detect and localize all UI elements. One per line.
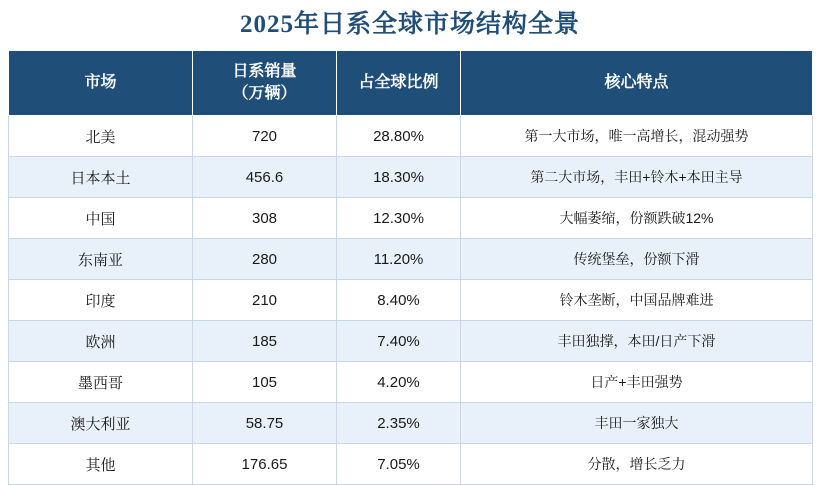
cell-share: 4.20% (337, 362, 461, 403)
cell-feature: 铃木垄断，中国品牌难进 (461, 280, 813, 321)
cell-volume: 280 (193, 239, 337, 280)
cell-share: 28.80% (337, 116, 461, 157)
column-header-market-main: 市场 (84, 74, 117, 91)
cell-feature: 第二大市场，丰田+铃木+本田主导 (461, 157, 813, 198)
cell-share: 7.40% (337, 321, 461, 362)
cell-market: 澳大利亚 (9, 403, 193, 444)
cell-market: 印度 (9, 280, 193, 321)
cell-feature: 第一大市场，唯一高增长，混动强势 (461, 116, 813, 157)
page-title: 2025年日系全球市场结构全景 (239, 11, 580, 38)
cell-market: 欧洲 (9, 321, 193, 362)
column-header-market (9, 51, 193, 116)
table-header (9, 51, 813, 116)
column-header-feature (461, 51, 813, 116)
cell-volume: 58.75 (193, 403, 337, 444)
cell-share: 11.20% (337, 239, 461, 280)
cell-share: 12.30% (337, 198, 461, 239)
column-header-volume-unit: （万辆） (232, 85, 297, 102)
cell-market: 日本本土 (9, 157, 193, 198)
table-row (9, 157, 813, 198)
cell-volume: 210 (193, 280, 337, 321)
cell-volume: 308 (193, 198, 337, 239)
cell-volume: 456.6 (193, 157, 337, 198)
cell-volume: 105 (193, 362, 337, 403)
table-row (9, 444, 813, 485)
cell-volume: 176.65 (193, 444, 337, 485)
table-row (9, 403, 813, 444)
cell-market: 东南亚 (9, 239, 193, 280)
column-header-volume-main: 日系销量 (232, 63, 297, 80)
table-row (9, 321, 813, 362)
cell-feature: 传统堡垒，份额下滑 (461, 239, 813, 280)
table-body (9, 116, 813, 485)
cell-market: 墨西哥 (9, 362, 193, 403)
table-row (9, 198, 813, 239)
cell-volume: 720 (193, 116, 337, 157)
cell-share: 7.05% (337, 444, 461, 485)
column-header-feature-main: 核心特点 (604, 74, 669, 91)
table-row (9, 280, 813, 321)
column-header-share (337, 51, 461, 116)
cell-share: 2.35% (337, 403, 461, 444)
cell-feature: 分散，增长乏力 (461, 444, 813, 485)
column-header-volume (193, 51, 337, 116)
table-header-row (9, 51, 813, 116)
cell-market: 中国 (9, 198, 193, 239)
cell-feature: 丰田独撑，本田/日产下滑 (461, 321, 813, 362)
market-structure-table (8, 50, 813, 485)
table-row (9, 239, 813, 280)
cell-market: 其他 (9, 444, 193, 485)
cell-market: 北美 (9, 116, 193, 157)
cell-feature: 大幅萎缩，份额跌破12% (461, 198, 813, 239)
cell-volume: 185 (193, 321, 337, 362)
cell-share: 18.30% (337, 157, 461, 198)
column-header-share-main: 占全球比例 (358, 74, 439, 91)
cell-share: 8.40% (337, 280, 461, 321)
table-row (9, 116, 813, 157)
cell-feature: 丰田一家独大 (461, 403, 813, 444)
cell-feature: 日产+丰田强势 (461, 362, 813, 403)
table-row (9, 362, 813, 403)
